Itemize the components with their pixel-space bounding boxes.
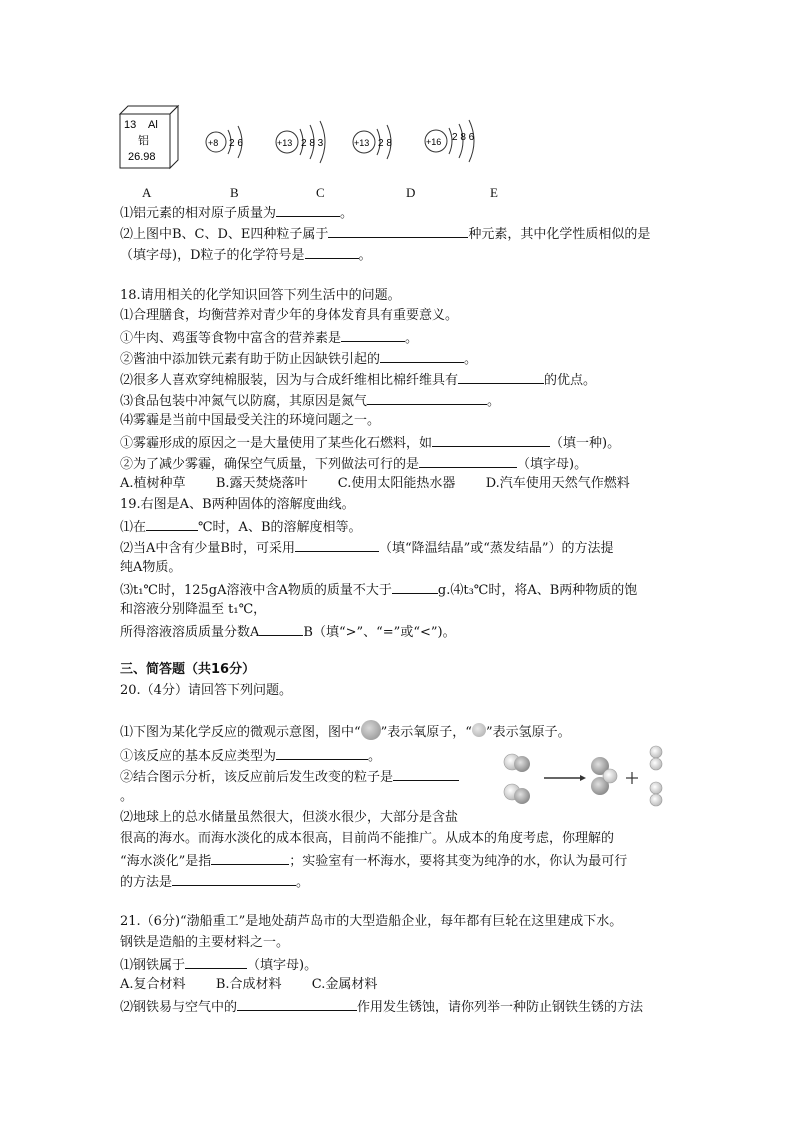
answer-blank[interactable] xyxy=(380,348,464,363)
q18-s1: ⑴合理膳食，均衡营养对青少年的身体发育具有重要意义。 xyxy=(120,308,459,323)
q18-s4b: ②为了减少雾霾，确保空气质量，下列做法可行的是 （填字母)。 xyxy=(120,453,587,475)
svg-text:+13: +13 xyxy=(354,138,370,148)
answer-blank[interactable] xyxy=(367,390,487,405)
q20-p2b: 很高的海水。而海水淡化的成本很高，目前尚不能推广。从成本的角度考虑，你理解的 xyxy=(120,831,615,846)
svg-text:+8: +8 xyxy=(208,138,219,148)
section-title: 三、简答题（共16分） xyxy=(120,662,256,677)
q20-p1: ⑴下图为某化学反应的微观示意图，图中“ ”表示氧原子，“ ”表示氢原子。 xyxy=(120,716,571,743)
q19-p2-cont: 纯A物质。 xyxy=(120,560,182,575)
q21-options xyxy=(120,975,377,995)
q20-p2a: ⑵地球上的总水储量虽然很大，但淡水很少，大部分是含盐 xyxy=(120,810,459,825)
q18-title: 18.请用相关的化学知识回答下列生活中的问题。 xyxy=(120,288,401,303)
oxygen-atom-icon xyxy=(361,720,381,740)
q20-p2c: “海水淡化”是指 ；实验室有一杯海水，要将其变为纯净的水，你认为最可行 xyxy=(120,850,627,872)
element-name: 铝 xyxy=(138,135,149,147)
q18-options xyxy=(120,474,630,494)
option-b: B.露天焚烧落叶 xyxy=(215,476,308,491)
q21-p1: ⑴钢铁属于 （填字母)。 xyxy=(120,954,317,976)
svg-text:2 8 3: 2 8 3 xyxy=(301,138,324,149)
answer-blank[interactable] xyxy=(185,954,247,969)
answer-blank[interactable] xyxy=(276,745,368,760)
label-a: A xyxy=(142,185,152,200)
svg-text:2 6: 2 6 xyxy=(229,138,243,149)
option-c: C.金属材料 xyxy=(311,977,378,992)
svg-text:+16: +16 xyxy=(426,137,442,147)
label-b: B xyxy=(230,185,239,200)
q20-p2e: 的方法是 。 xyxy=(120,871,309,893)
q19-title: 19.右图是A、B两种固体的溶解度曲线。 xyxy=(120,497,355,512)
q19-p3-cont: 和溶液分别降温至 t₁℃， xyxy=(120,602,267,617)
q18-s4a: ①雾霾形成的原因之一是大量使用了某些化石燃料，如 （填一种)。 xyxy=(120,432,620,454)
element-number: 13 xyxy=(124,119,137,131)
option-c: C.使用太阳能热水器 xyxy=(337,476,456,491)
q19-p4: 所得溶液溶质质量分数A B（填“>”、“=”或“<”)。 xyxy=(120,621,456,643)
answer-blank[interactable] xyxy=(276,202,340,217)
q17-part2-cont: （填字母)，D粒子的化学符号是 。 xyxy=(120,244,372,266)
reaction-diagram xyxy=(496,742,676,812)
option-b: B.合成材料 xyxy=(215,977,282,992)
answer-blank[interactable] xyxy=(432,432,550,447)
answer-blank[interactable] xyxy=(146,516,198,531)
answer-blank[interactable] xyxy=(393,766,459,781)
q21-title2: 钢铁是造船的主要材料之一。 xyxy=(120,935,290,950)
svg-text:+13: +13 xyxy=(277,138,293,148)
option-d: D.汽车使用天然气作燃料 xyxy=(485,476,630,491)
answer-blank[interactable] xyxy=(259,621,303,636)
svg-text:2 8: 2 8 xyxy=(378,138,392,149)
q19-p2: ⑵当A中含有少量B时，可采用 （填“降温结晶”或“蒸发结晶”）的方法提 xyxy=(120,537,614,559)
q18-s1a: ①牛肉、鸡蛋等食物中富含的营养素是 。 xyxy=(120,327,418,349)
q21-title: 21.（6分)“渤船重工”是地处葫芦岛市的大型造船企业，每年都有巨轮在这里建成下水。 xyxy=(120,914,623,929)
answer-blank[interactable] xyxy=(458,369,544,384)
label-e: E xyxy=(490,185,498,200)
answer-blank[interactable] xyxy=(237,996,357,1011)
answer-blank[interactable] xyxy=(305,244,359,259)
q17-part1: ⑴铝元素的相对原子质量为 。 xyxy=(120,202,353,224)
atom-diagram-d xyxy=(350,120,410,164)
q18-s2: ⑵很多人喜欢穿纯棉服装，因为与合成纤维相比棉纤维具有 的优点。 xyxy=(120,369,596,391)
answer-blank[interactable] xyxy=(341,327,405,342)
q17-part2: ⑵上图中B、C、D、E四种粒子属于 种元素，其中化学性质相似的是 xyxy=(120,223,650,245)
atom-diagram-c xyxy=(273,118,343,166)
q20-p1f: 。 xyxy=(120,789,134,804)
answer-blank[interactable] xyxy=(419,453,517,468)
atom-diagram-e xyxy=(422,116,492,166)
answer-blank[interactable] xyxy=(392,579,438,594)
option-a: A.复合材料 xyxy=(120,977,186,992)
label-c: C xyxy=(316,185,325,200)
q20-p1d: ①该反应的基本反应类型为 。 xyxy=(120,745,381,767)
q18-s3: ⑶食品包装中冲氮气以防腐，其原因是氮气 。 xyxy=(120,390,500,412)
answer-blank[interactable] xyxy=(211,850,289,865)
answer-blank[interactable] xyxy=(172,871,296,886)
element-card-aluminum xyxy=(118,104,188,172)
q21-p2: ⑵钢铁易与空气中的 作用发生锈蚀，请你列举一种防止钢铁生锈的方法 xyxy=(120,996,643,1018)
hydrogen-atom-icon xyxy=(472,723,486,737)
svg-text:2 8 6: 2 8 6 xyxy=(452,132,475,143)
answer-blank[interactable] xyxy=(328,223,468,238)
answer-blank[interactable] xyxy=(295,537,379,552)
q19-p1: ⑴在 ℃时，A、B的溶解度相等。 xyxy=(120,516,362,538)
option-a: A.植树种草 xyxy=(120,476,186,491)
q19-p3: ⑶t₁℃时，125gA溶液中含A物质的质量不大于 g.⑷t₃℃时，将A、B两种物质的饱 xyxy=(120,579,637,601)
q20-title: 20.（4分）请回答下列问题。 xyxy=(120,683,292,698)
q20-p1e: ②结合图示分析，该反应前后发生改变的粒子是 xyxy=(120,766,459,788)
q18-s1b: ②酱油中添加铁元素有助于防止因缺铁引起的 。 xyxy=(120,348,477,370)
atom-diagram-b xyxy=(204,120,264,164)
q18-s4: ⑷雾霾是当前中国最受关注的环境问题之一。 xyxy=(120,413,381,428)
element-mass: 26.98 xyxy=(128,151,156,163)
label-d: D xyxy=(406,185,416,200)
element-symbol: Al xyxy=(148,119,158,131)
